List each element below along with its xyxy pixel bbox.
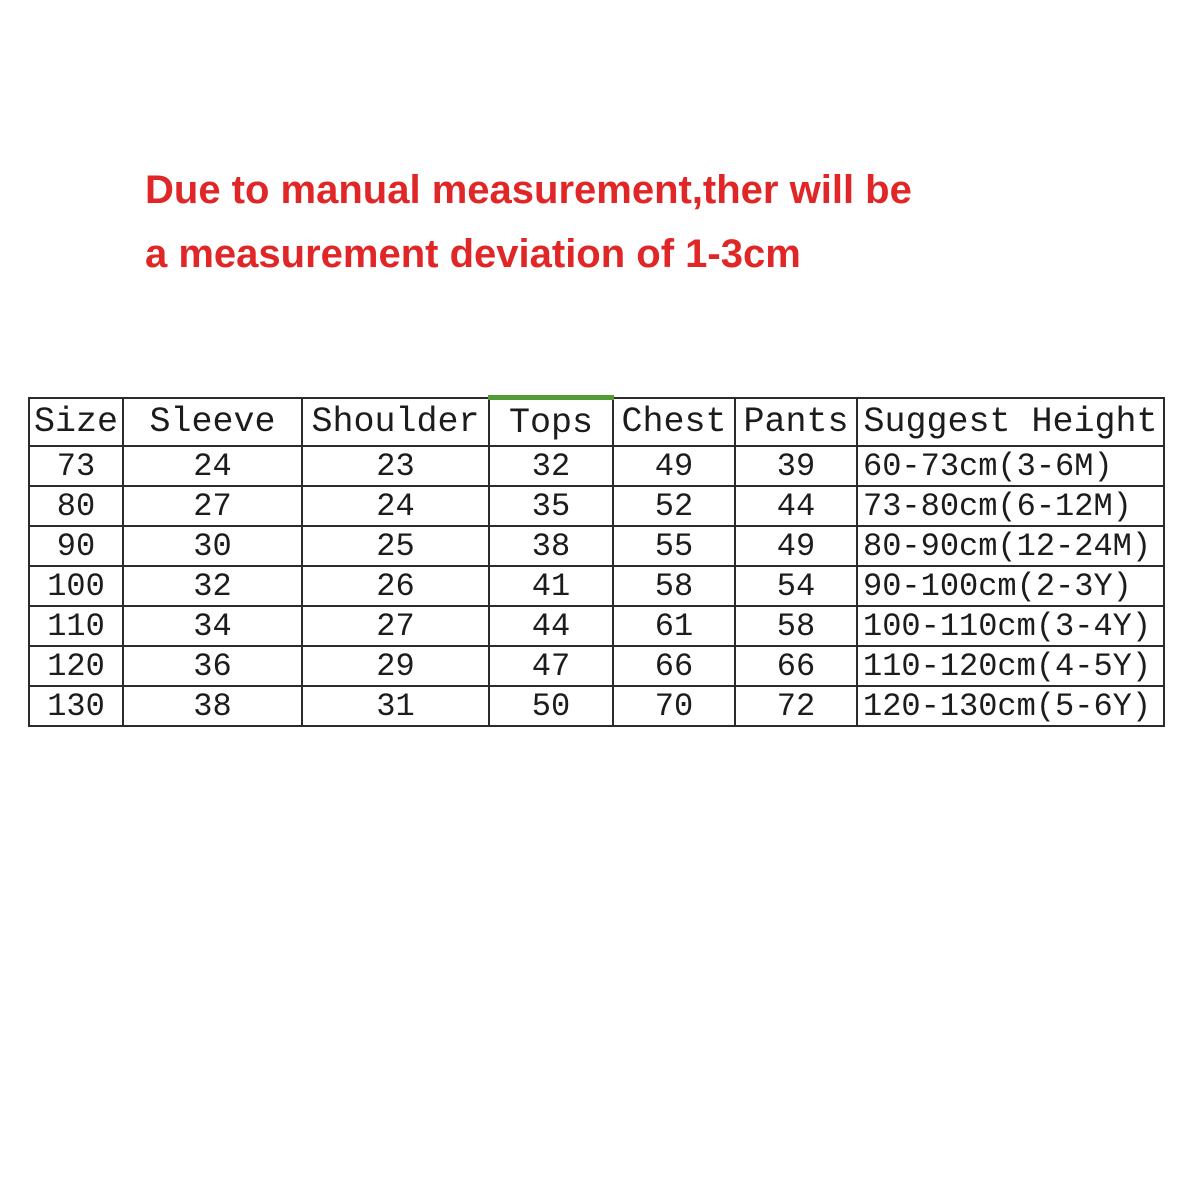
cell-chest: 52 (613, 486, 735, 526)
column-header-chest: Chest (613, 398, 735, 447)
cell-tops: 47 (489, 646, 613, 686)
measurement-disclaimer (145, 158, 912, 286)
cell-pants: 58 (735, 606, 857, 646)
cell-suggest-height: 80-90cm(12-24M) (857, 526, 1164, 566)
cell-sleeve: 27 (123, 486, 302, 526)
cell-pants: 66 (735, 646, 857, 686)
cell-size: 90 (29, 526, 123, 566)
cell-chest: 66 (613, 646, 735, 686)
cell-shoulder: 27 (302, 606, 489, 646)
cell-pants: 44 (735, 486, 857, 526)
cell-sleeve: 24 (123, 446, 302, 486)
cell-tops: 35 (489, 486, 613, 526)
column-header-shoulder: Shoulder (302, 398, 489, 447)
column-header-suggest-height: Suggest Height (857, 398, 1164, 447)
cell-suggest-height: 60-73cm(3-6M) (857, 446, 1164, 486)
cell-tops: 44 (489, 606, 613, 646)
cell-sleeve: 34 (123, 606, 302, 646)
cell-sleeve: 38 (123, 686, 302, 726)
cell-chest: 58 (613, 566, 735, 606)
table-row-size-110 (29, 606, 1164, 646)
cell-suggest-height: 73-80cm(6-12M) (857, 486, 1164, 526)
cell-size: 120 (29, 646, 123, 686)
cell-tops: 50 (489, 686, 613, 726)
cell-shoulder: 31 (302, 686, 489, 726)
cell-pants: 54 (735, 566, 857, 606)
cell-size: 130 (29, 686, 123, 726)
cell-tops: 38 (489, 526, 613, 566)
column-header-pants: Pants (735, 398, 857, 447)
column-header-sleeve: Sleeve (123, 398, 302, 447)
cell-suggest-height: 110-120cm(4-5Y) (857, 646, 1164, 686)
cell-size: 80 (29, 486, 123, 526)
cell-sleeve: 30 (123, 526, 302, 566)
table-row-size-120 (29, 646, 1164, 686)
disclaimer-line-2: a measurement deviation of 1-3cm (145, 232, 801, 276)
cell-shoulder: 25 (302, 526, 489, 566)
header-row (29, 398, 1164, 447)
column-header-size: Size (29, 398, 123, 447)
cell-shoulder: 23 (302, 446, 489, 486)
cell-shoulder: 26 (302, 566, 489, 606)
cell-tops: 32 (489, 446, 613, 486)
table-row-size-80 (29, 486, 1164, 526)
cell-pants: 72 (735, 686, 857, 726)
table-row-size-100 (29, 566, 1164, 606)
cell-pants: 39 (735, 446, 857, 486)
cell-sleeve: 32 (123, 566, 302, 606)
cell-suggest-height: 90-100cm(2-3Y) (857, 566, 1164, 606)
cell-size: 100 (29, 566, 123, 606)
cell-suggest-height: 100-110cm(3-4Y) (857, 606, 1164, 646)
cell-pants: 49 (735, 526, 857, 566)
column-header-tops: Tops (489, 398, 613, 447)
cell-size: 73 (29, 446, 123, 486)
cell-sleeve: 36 (123, 646, 302, 686)
cell-shoulder: 24 (302, 486, 489, 526)
cell-chest: 70 (613, 686, 735, 726)
size-chart-table (28, 395, 1165, 727)
cell-chest: 55 (613, 526, 735, 566)
table-row-size-130 (29, 686, 1164, 726)
cell-size: 110 (29, 606, 123, 646)
cell-tops: 41 (489, 566, 613, 606)
cell-chest: 61 (613, 606, 735, 646)
table-row-size-90 (29, 526, 1164, 566)
disclaimer-line-1: Due to manual measurement,ther will be (145, 168, 912, 212)
cell-shoulder: 29 (302, 646, 489, 686)
table-row-size-73 (29, 446, 1164, 486)
cell-suggest-height: 120-130cm(5-6Y) (857, 686, 1164, 726)
cell-chest: 49 (613, 446, 735, 486)
